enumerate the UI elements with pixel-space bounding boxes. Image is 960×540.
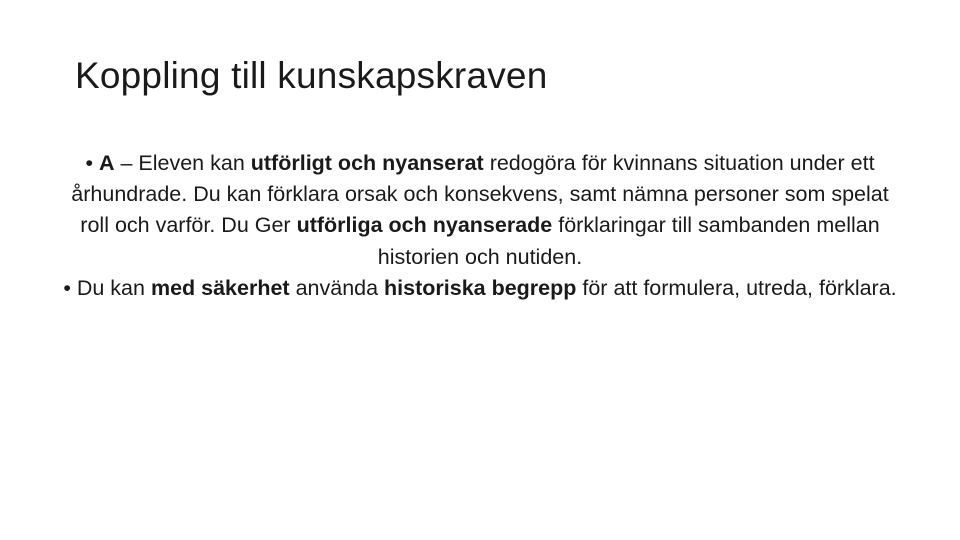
bullet-item-2 (60, 273, 900, 304)
bullet-text: Du kan (76, 275, 151, 300)
bullet-icon: • (85, 151, 93, 175)
bullet-text: redogöra för kvinnans situation under ett århundrade. Du kan förklara orsak och konsekvens, samt nämna personer som spelat roll och varför. Du Ger (71, 151, 889, 238)
bullet-icon: • (63, 275, 71, 300)
bullet-emphasis: med säkerhet (150, 275, 290, 300)
bullet-emphasis: utförligt och nyanserat (250, 151, 484, 175)
bullet-text: förklaringar till sambanden mellan historien och nutiden. (377, 213, 880, 269)
bullet-text: – Eleven kan (114, 151, 251, 175)
bullet-emphasis: historiska begrepp (384, 275, 577, 300)
slide-title: Koppling till kunskapskraven (75, 55, 548, 96)
grade-label: A (98, 151, 115, 175)
bullet-item-1 (60, 148, 900, 273)
bullet-emphasis: utförliga och nyanserade (296, 213, 553, 238)
bullet-text: använda (289, 275, 385, 300)
bullet-text: för att formulera, utreda, förklara. (576, 275, 897, 300)
slide-content (60, 148, 900, 304)
